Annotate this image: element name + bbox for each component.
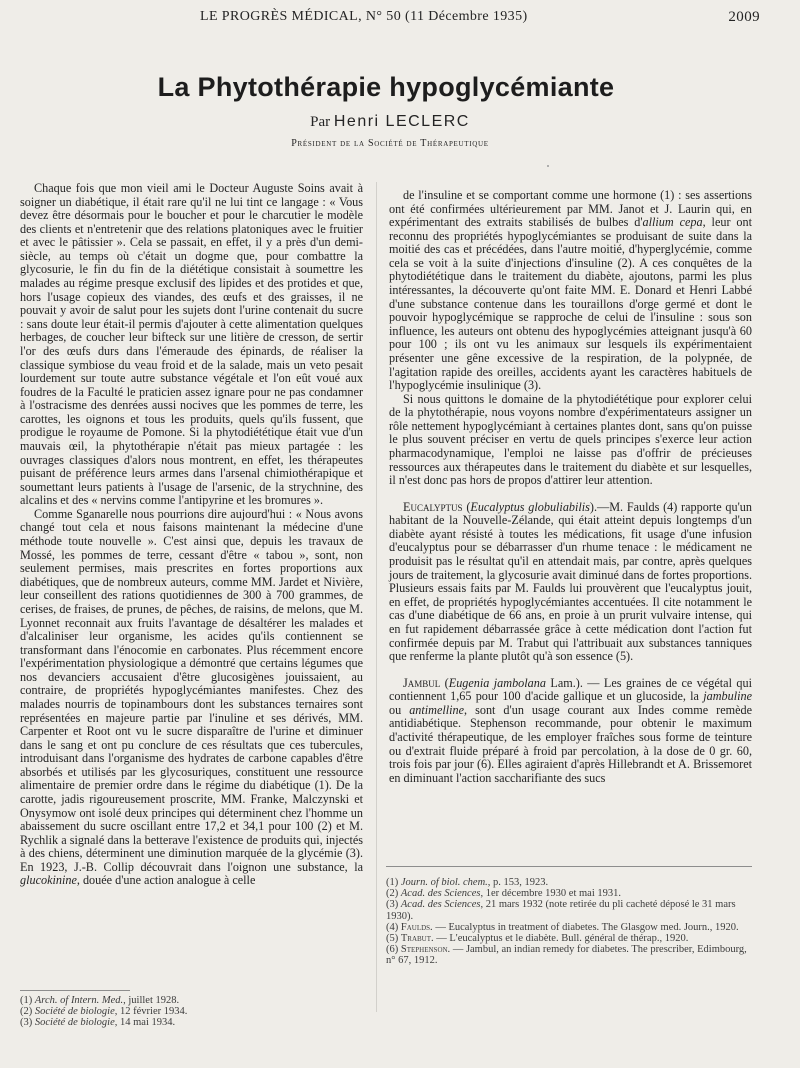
footnote: (1) Journ. of biol. chem., p. 153, 1923. [386,877,549,888]
footnote: (6) Stephenson. — Jambul, an indian remedy for diabetes. The prescriber, Edimbourg, n° 67, 1912. [386,944,747,967]
italic-term: jambuline [703,689,752,704]
footnotes-right [386,877,752,967]
latin-name: Eucalyptus globuliabilis [470,499,590,514]
byline [0,113,780,131]
author-name: Henri LECLERC [333,113,470,130]
paragraph: de l'insuline et se comportant comme une hormone (1) : ses assertions ont été confirmées ultérieurement par MM. Janot et J. Laurin qui, en expérimentant des extraits stabilisés de bulbes d'allium cepa, leur ont reconnu des propriétés hypoglycémiantes se produisant de suite dans la moitié des cas et précédées, dans l'autre moitié, d'hyperglycémie, comme cela se voit à la suite d'injections d'insuline (2). A ces conquêtes de la phytodiététique dans le traitement du diabète, ajoutons, parmi les plus intéressantes, la découverte qu'ont faite MM. E. Donard et Henri Labbé d'une substance contenue dans les touraillons d'orge germé et dont le pouvoir hypoglycémique se rapproche de celui de l'insuline : sous son influence, les auteurs ont obtenu des hypoglycémies atteignant jusqu'à 60 pour 100 ; ils ont vu les animaux sur lesquels ils expérimentaient présenter une gêne excessive de la respiration, de la polypnée, de l'agitation rapide des oreilles, accidents ayant les caractères habituels de l'hypoglycémie insulinique (3). [389,188,752,393]
latin-name: Eugenia jambolana [448,675,546,690]
footnote: (3) Acad. des Sciences, 21 mars 1932 (note retirée du pli cacheté déposé le 31 mars 1930). [386,899,736,922]
italic-term: antimelline [409,702,465,717]
footnote: (2) Société de biologie, 12 février 1934. [20,1006,188,1018]
section-heading: Jambul [403,675,441,690]
right-column [389,189,752,785]
page-number: 2009 [728,9,760,25]
section-jambul: Jambul (Eugenia jambolana Lam.). — Les graines de ce végétal qui contiennent 1,65 pour 100 d'acide gallique et un glucoside, la jambuline ou antimelline, sont d'un usage courant aux Indes comme remède antidiabétique. Stephenson recommande, pour obtenir le maximum d'activité thérapeutique, de les employer fraîches sous forme de teinture ou d'extrait fluide préparé à froid par percolation, à la dose de 0 gr. 60, trois fois par jour (6). Elles agiraient d'après Hillebrandt et A. Brissemoret en diminuant l'action saccharifiante des sucs [389,675,752,785]
italic-term: glucokinine [20,873,77,888]
footnotes-left [20,995,350,1029]
footnote-rule [386,866,752,867]
decorative-dot [547,165,549,167]
byline-prefix: Par [310,114,331,130]
footnote: (2) Acad. des Sciences, 1er décembre 1930 et mai 1931. [386,888,622,900]
section-heading: Eucalyptus [403,499,463,514]
paragraph: Comme Sganarelle nous pourrions dire aujourd'hui : « Nous avons changé tout cela et nous faisons maintenant la médecine d'une méthode toute nouvelle ». C'est ainsi que, depuis les travaux de Mossé, les pommes de terre, cessant d'être « tabou », sont, non seulement permises, mais prescrites en fortes proportions aux diabétiques, que de nombreux auteurs, comme MM. Jardet et Nivière, leur conseillent des rations quotidiennes de 300 à 700 grammes, de cerises, de fraises, de prunes, de pêches, de raisins, de melons, que M. Lyonnet reconnait aux fruits l'avantage de désaltérer les malades et d'alcaliniser leur organisme, les acides qu'ils contiennent se transformant dans l'énocomie en carbonates. Plus récemment encore l'expérimentation physiologique a démontré que certains légumes que nos devanciers accusaient d'être glucosigènes jouissaient, au contraire, de propriétés hypoglycémiantes manifestes. Chez des malades nourris de topinambours dont les substances ternaires sont représentées en majeure partie par l'inuline et ses dérivés, MM. Carpenter et Root ont vu le sucre disparaître de l'urine et diminuer dans le sang et ont pu conclure de ces résultats que ces tubercules, introduisant dans l'organisme des hydrates de carbone capables d'être absorbés et utilisés par les glycosuriques, constituent une ressource alimentaire de premier ordre dans le régime du diabétique (1). De la carotte, jadis rigoureusement proscrite, MM. Franke, Malczynski et Onysymow ont isolé deux principes qui déterminent chez l'homme un abaissement du sucre oscillant entre 17,2 et 34,1 pour 100 (2) et M. Rychlik a signalé dans la betterave l'existence de produits qui, injectés à des chiens, déterminent une diminution marquée de la glycémie (3). En 1923, J.-B. Collip découvrait dans l'oignon une substance, la glucokinine, douée d'une action analogue à celle [20,506,363,888]
journal-title: LE PROGRÈS MÉDICAL, N° 50 (11 Décembre 1935) [200,9,528,24]
section-eucalyptus: Eucalyptus (Eucalyptus globuliabilis).—M. Faulds (4) rapporte qu'un habitant de la Nouvelle-Zélande, qui était atteint depuis longtemps d'un diabète ayant résisté à toutes les médications, fit usage d'une infusion d'eucalyptus pour se débarrasser d'un rhume tenace : le médicament ne produisit pas le résultat qu'il en attendait mais, par contre, après quelques jours de traitement, la glycosurie avait diminué dans de fortes proportions. Plusieurs essais faits par M. Faulds lui prouvèrent que l'eucalyptus jouit, en effet, de propriétés hypoglycémiantes accentuées. Il cite notamment le cas d'une diabétique de 66 ans, en proie à un prurit vulvaire intense, qui en fut rapidement débarrassée grâce à cette médication dont l'action fut confirmée depuis par M. Trabut qui l'attribuait aux substances tanniques que renferme la plante plutôt qu'à son essence (5). [389,499,752,664]
running-header [200,9,760,27]
footnote: (3) Société de biologie, 14 mai 1934. [20,1017,176,1029]
footnote: (5) Trabut. — L'eucalyptus et le diabète. Bull. général de thérap., 1920. [386,933,689,945]
paragraph: Si nous quittons le domaine de la phytodiététique pour explorer celui de la phytothérapie, nous voyons nombre d'expérimentateurs assigner un rôle nettement hypoglycémiant à certaines plantes dont, sans qu'on puisse le plus souvent préciser en vertu de quels principes s'exerce leur action pharmacodynamique, l'emploi ne laisse pas d'offrir de précieuses ressources aux thérapeutes dans le traitement du diabète et sur lesquelles, il n'est donc pas hors de propos d'attirer leur attention. [389,391,752,488]
column-divider [376,182,377,1012]
footnote-rule [20,990,130,991]
paragraph: Chaque fois que mon vieil ami le Docteur Auguste Soins avait à soigner un diabétique, il était rare qu'il ne lui tint ce langage : « Vous devez être désormais pour le boucher et pour le charcutier le modèle des clients et n'entretenir que des relations platoniques avec le fruitier et avec le pâtissier ». Cela se passait, en effet, il y a près d'un demi-siècle, au temps où c'était un dogme que, pour combattre la glycosurie, le fin du fin de la diététique consistait à soumettre les malades au régime presque exclusif des lipides et des protides et que, hors l'usage copieux des viandes, des œufs et des graisses, il ne pouvait y avoir de salut pour les sujets dont l'urine contenait du sucre : sans doute leur était-il permis d'ajouter à cette alimentation quelques herbages, de coucher leur bifteck sur une litière de cresson, de sertir l'or des œufs durs dans l'émeraude des épinards, de réaliser la classique symbiose du veau froid et de la salade, mais un veto pesait lourdement sur toute autre substance végétale et l'on eût voué aux foudres de la Faculté le praticien assez ignare pour ne pas condamner à l'ostracisme des denrées aussi nocives que les pommes de terre, les carottes, les oignons et tous les produits, quels qu'ils fussent, que prodigue le royaume de Pomone. Si la phytodiététique était vue d'un mauvais œil, la phytothérapie n'était pas mieux partagée : les ouvrages classiques d'alors nous montrent, en effet, les thérapeutes puisant de préférence leurs armes dans l'arsenal chimiothérapique et soumettant leurs patients à l'usage de l'arsenic, de la strychnine, des alcalins et des « nervins comme l'antipyrine et les bromures ». [20,181,363,508]
footnote: (4) Faulds. — Eucalyptus in treatment of diabetes. The Glasgow med. Journ., 1920. [386,921,739,933]
left-column [20,182,363,888]
author-affiliation: Président de la Société de Thérapeutique [291,138,489,149]
italic-term: allium cepa [642,215,703,230]
footnote: (1) Arch. of Intern. Med., juillet 1928. [20,995,180,1006]
article-title: La Phytothérapie hypoglycémiante [157,72,615,102]
